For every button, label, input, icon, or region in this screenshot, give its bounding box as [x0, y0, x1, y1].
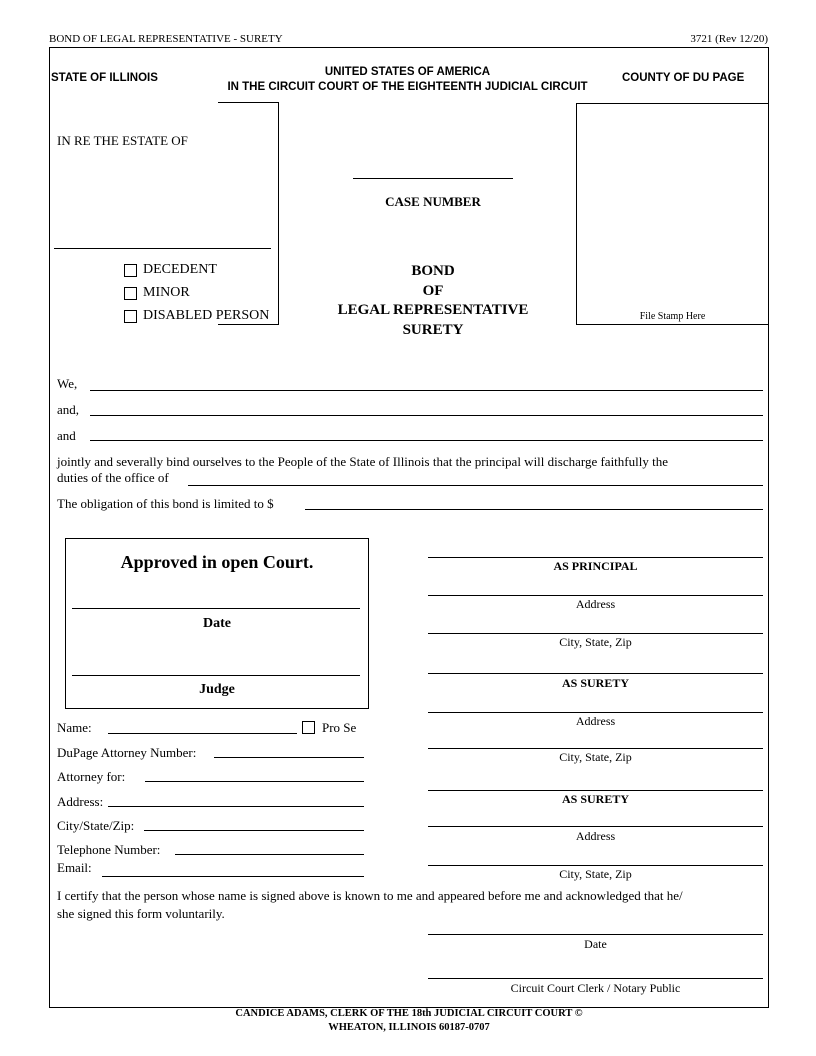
attorney-city-field[interactable] [144, 830, 364, 831]
attorney-name-label: Name: [57, 720, 92, 735]
certify-line2: she signed this form voluntarily. [57, 906, 225, 921]
minor-checkbox[interactable] [124, 287, 137, 300]
decedent-checkbox[interactable] [124, 264, 137, 277]
attorney-address-label: Address: [57, 794, 104, 809]
and1-label: and, [57, 402, 80, 417]
circuit-label: IN THE CIRCUIT COURT OF THE EIGHTEENTH JUDICIAL CIRCUIT [227, 81, 588, 93]
estate-box-bottom [218, 324, 279, 325]
minor-label: MINOR [143, 285, 190, 300]
attorney-for-field[interactable] [145, 781, 364, 782]
pro-se-checkbox[interactable] [302, 721, 315, 734]
surety1-address-field[interactable] [428, 712, 763, 713]
approval-date-label: Date [203, 616, 231, 631]
surety2-signature-field[interactable] [428, 790, 763, 791]
form-number: 3721 (Rev 12/20) [690, 33, 768, 45]
and2-label: and [57, 428, 76, 443]
email-label: Email: [57, 860, 92, 875]
title-line1: BOND [411, 263, 455, 279]
surety1-city-label: City, State, Zip [559, 750, 632, 764]
disabled-person-label: DISABLED PERSON [143, 308, 270, 323]
surety2-address-field[interactable] [428, 826, 763, 827]
attorney-for-label: Attorney for: [57, 769, 126, 784]
duties-label: duties of the office of [57, 470, 169, 485]
form-title: BOND OF LEGAL REPRESENTATIVE - SURETY [49, 33, 283, 45]
principal-signature-field[interactable] [428, 557, 763, 558]
state-label: STATE OF ILLINOIS [51, 72, 158, 84]
attorney-address-field[interactable] [108, 806, 364, 807]
surety1-address-label: Address [575, 714, 616, 728]
title-line2: OF [422, 283, 444, 299]
email-field[interactable] [102, 876, 364, 877]
case-number-label: CASE NUMBER [385, 194, 481, 209]
county-label: COUNTY OF DU PAGE [622, 72, 745, 84]
surety1-signature-field[interactable] [428, 673, 763, 674]
principal-address-label: Address [575, 597, 616, 611]
estate-label: IN RE THE ESTATE OF [57, 133, 188, 148]
approval-date-field[interactable] [72, 608, 360, 609]
clerk-signature-field[interactable] [428, 978, 763, 979]
footer-line1: CANDICE ADAMS, CLERK OF THE 18th JUDICIAL CIRCUIT COURT © [235, 1008, 583, 1019]
estate-box-top [218, 102, 279, 103]
surety1-city-field[interactable] [428, 748, 763, 749]
certify-line1: I certify that the person whose name is signed above is known to me and appeared before me and acknowledged that he/ [57, 888, 683, 903]
telephone-label: Telephone Number: [57, 842, 161, 857]
bind-text: jointly and severally bind ourselves to the People of the State of Illinois that the principal will discharge faithfully the [57, 454, 668, 469]
principal-city-field[interactable] [428, 633, 763, 634]
file-stamp-box [576, 103, 769, 325]
telephone-field[interactable] [175, 854, 364, 855]
judge-label: Judge [199, 682, 235, 697]
estate-box-right [278, 102, 279, 324]
principal-label: AS PRINCIPAL [553, 559, 638, 573]
dupage-number-label: DuPage Attorney Number: [57, 745, 197, 760]
approval-title: Approved in open Court. [120, 552, 314, 572]
surety1-label: AS SURETY [561, 676, 630, 690]
surety2-label: AS SURETY [561, 792, 630, 806]
we-field[interactable] [90, 390, 763, 391]
disabled-person-checkbox[interactable] [124, 310, 137, 323]
surety2-address-label: Address [575, 829, 616, 843]
footer-line2: WHEATON, ILLINOIS 60187-0707 [328, 1022, 490, 1033]
and2-field[interactable] [90, 440, 763, 441]
certify-date-label: Date [584, 937, 607, 951]
principal-address-field[interactable] [428, 595, 763, 596]
estate-name-field[interactable] [54, 248, 271, 249]
obligation-field[interactable] [305, 509, 763, 510]
obligation-label: The obligation of this bond is limited to $ [57, 496, 274, 511]
title-line4: SURETY [402, 322, 464, 338]
attorney-name-field[interactable] [108, 733, 297, 734]
certify-date-field[interactable] [428, 934, 763, 935]
duties-field[interactable] [188, 485, 763, 486]
attorney-city-label: City/State/Zip: [57, 818, 135, 833]
decedent-label: DECEDENT [143, 262, 217, 277]
case-number-field[interactable] [353, 178, 513, 179]
principal-city-label: City, State, Zip [559, 635, 632, 649]
pro-se-label: Pro Se [322, 720, 357, 735]
we-label: We, [57, 376, 78, 391]
file-stamp-label: File Stamp Here [639, 311, 706, 322]
surety2-city-label: City, State, Zip [559, 867, 632, 881]
title-line3: LEGAL REPRESENTATIVE [337, 302, 529, 318]
judge-field[interactable] [72, 675, 360, 676]
clerk-label: Circuit Court Clerk / Notary Public [510, 981, 681, 995]
surety2-city-field[interactable] [428, 865, 763, 866]
country-label: UNITED STATES OF AMERICA [324, 66, 491, 78]
and1-field[interactable] [90, 415, 763, 416]
dupage-number-field[interactable] [214, 757, 364, 758]
